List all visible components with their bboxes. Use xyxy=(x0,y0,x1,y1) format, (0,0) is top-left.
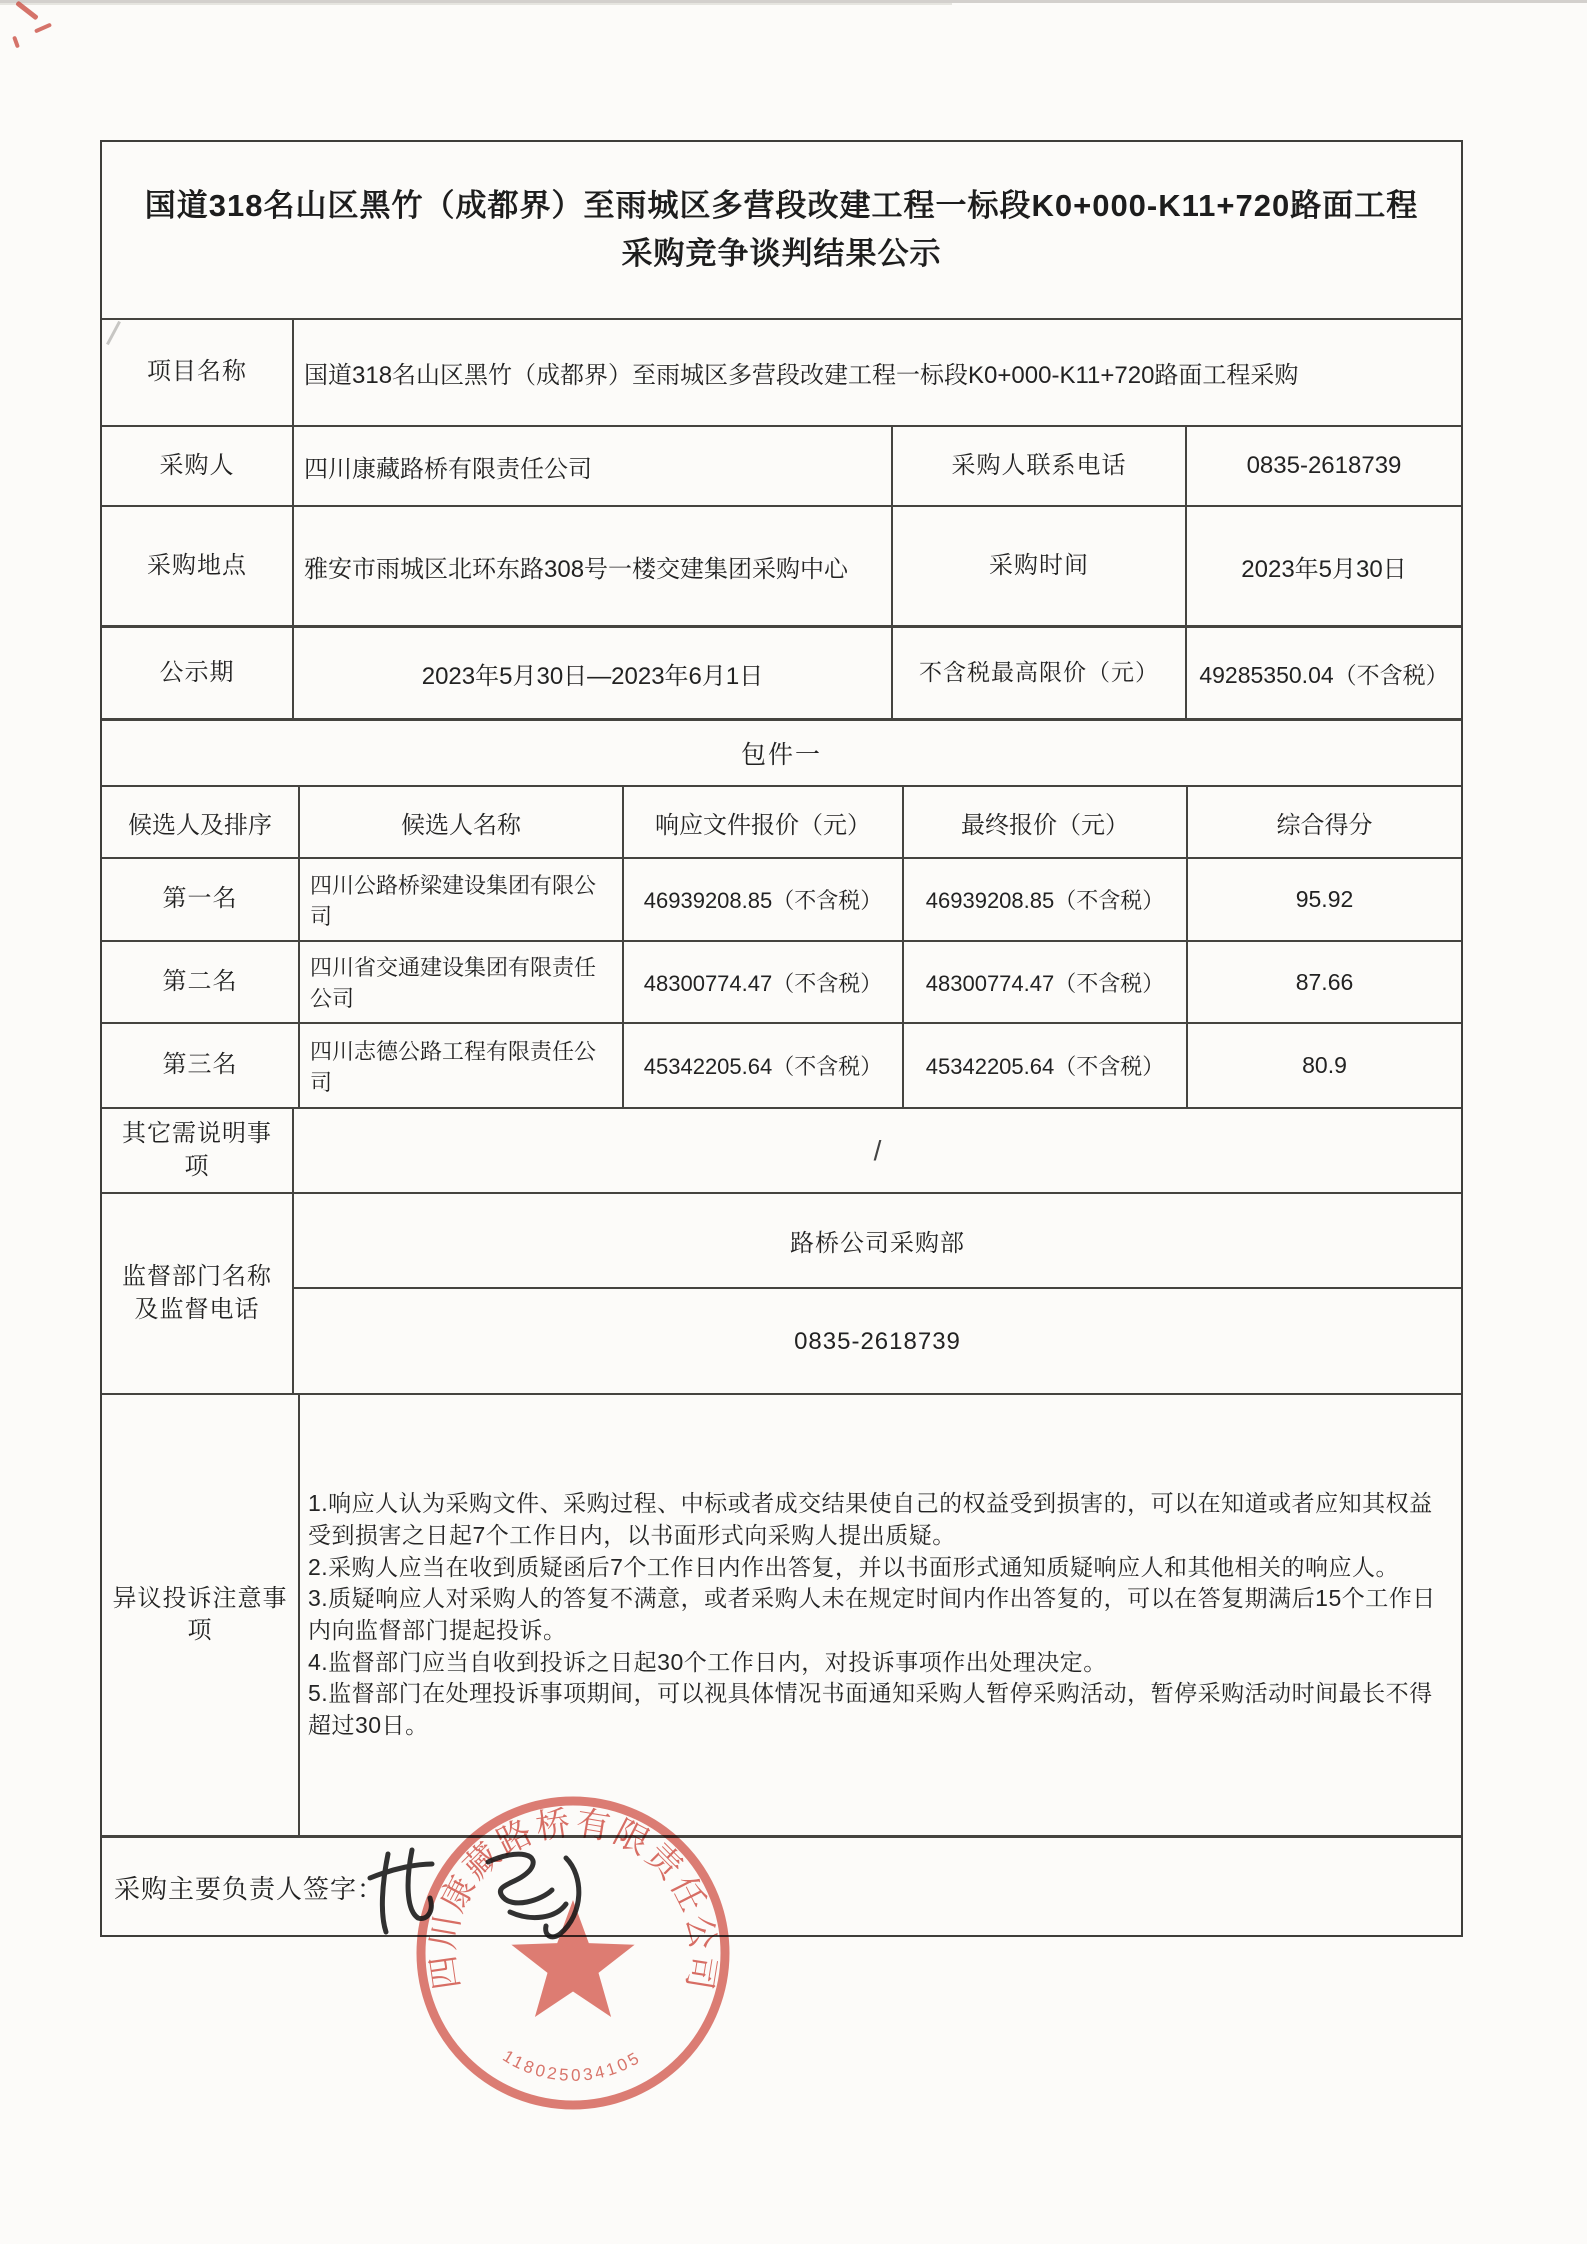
publicity-label: 公示期 xyxy=(159,658,235,686)
complaint-item: 2.采购人应当在收到质疑函后7个工作日内作出答复，并以书面形式通知质疑响应人和其他相关的响应人。 xyxy=(308,1553,1399,1580)
complaint-item: 4.监督部门应当自收到投诉之日起30个工作日内，对投诉事项作出处理决定。 xyxy=(308,1648,1107,1675)
complaint-row xyxy=(102,1393,1461,1835)
supervision-label: 监督部门名称及监督电话 xyxy=(122,1263,272,1323)
location-value: 雅安市雨城区北环东路308号一楼交建集团采购中心 xyxy=(292,507,891,625)
header-name: 候选人名称 xyxy=(298,787,622,857)
package-row xyxy=(102,718,1461,785)
candidate-bid: 48300774.47（不含税） xyxy=(622,942,902,1022)
candidate-score: 87.66 xyxy=(1186,942,1461,1022)
candidate-bid: 46939208.85（不含税） xyxy=(622,859,902,940)
signature-label: 采购主要负责人签字： xyxy=(114,1874,385,1904)
other-notes-row xyxy=(102,1107,1461,1192)
candidate-final: 48300774.47（不含税） xyxy=(902,942,1186,1022)
max-price-value: 49285350.04（不含税） xyxy=(1185,628,1461,718)
candidate-final: 46939208.85（不含税） xyxy=(902,859,1186,940)
header-final: 最终报价（元） xyxy=(902,787,1186,857)
svg-text:118025034105 xyxy=(499,2046,643,2085)
seal-number-text: 118025034105 xyxy=(499,2046,644,2085)
project-name-label: 项目名称 xyxy=(147,358,247,386)
header-score: 综合得分 xyxy=(1186,787,1461,857)
purchaser-phone-label: 采购人联系电话 xyxy=(891,427,1185,505)
candidate-score: 95.92 xyxy=(1186,859,1461,940)
other-notes-label: 其它需说明事项 xyxy=(122,1120,272,1180)
supervision-row xyxy=(102,1192,1461,1393)
signature-row xyxy=(102,1835,1461,1937)
location-row xyxy=(102,505,1461,625)
candidate-name: 四川志德公路工程有限责任公司 xyxy=(298,1024,622,1107)
other-notes-value: / xyxy=(292,1109,1461,1192)
max-price-label: 不含税最高限价（元） xyxy=(891,628,1185,718)
procurement-result-table xyxy=(100,140,1463,1937)
title-row xyxy=(102,142,1461,318)
complaint-item: 1.响应人认为采购文件、采购过程、中标或者成交结果使自己的权益受到损害的，可以在知道或者应知其权益受到损害之日起7个工作日内，以书面形式向采购人提出质疑。 xyxy=(308,1490,1433,1548)
supervision-department: 路桥公司采购部 xyxy=(790,1230,965,1257)
candidate-rank: 第二名 xyxy=(162,967,238,995)
publicity-row xyxy=(102,625,1461,718)
time-label: 采购时间 xyxy=(891,507,1185,625)
purchaser-row xyxy=(102,425,1461,505)
project-name-value: 国道318名山区黑竹（成都界）至雨城区多营段改建工程一标段K0+000-K11+720路面工程采购 xyxy=(292,320,1461,425)
complaint-label: 异议投诉注意事项 xyxy=(112,1584,288,1644)
location-label: 采购地点 xyxy=(147,551,247,579)
publicity-value: 2023年5月30日—2023年6月1日 xyxy=(292,628,891,718)
complaint-item: 5.监督部门在处理投诉事项期间，可以视具体情况书面通知采购人暂停采购活动，暂停采购活动时间最长不得超过30日。 xyxy=(308,1680,1433,1739)
package-title: 包件一 xyxy=(740,741,822,769)
purchaser-value: 四川康藏路桥有限责任公司 xyxy=(292,427,891,505)
candidate-final: 45342205.64（不含税） xyxy=(902,1024,1186,1107)
candidate-rank: 第一名 xyxy=(162,885,238,913)
candidate-score: 80.9 xyxy=(1186,1024,1461,1107)
project-name-row xyxy=(102,318,1461,425)
red-mark-artifact xyxy=(12,36,20,49)
complaint-item: 3.质疑响应人对采购人的答复不满意，或者采购人未在规定时间内作出答复的，可以在答复期满后15个工作日内向监督部门提起投诉。 xyxy=(308,1585,1436,1643)
candidates-header-row xyxy=(102,785,1461,857)
document-title: 国道318名山区黑竹（成都界）至雨城区多营段改建工程一标段K0+000-K11+720路面工程采购竞争谈判结果公示 xyxy=(144,187,1419,271)
purchaser-label: 采购人 xyxy=(159,451,235,479)
handwritten-signature xyxy=(360,1822,670,1962)
scanner-edge-artifact-2 xyxy=(0,3,952,5)
candidate-rank: 第三名 xyxy=(162,1051,238,1079)
candidate-bid: 45342205.64（不含税） xyxy=(622,1024,902,1107)
supervision-values xyxy=(292,1194,1461,1393)
supervision-phone: 0835-2618739 xyxy=(294,1287,1461,1395)
candidate-name: 四川公路桥梁建设集团有限公司 xyxy=(298,859,622,940)
candidate-row-2 xyxy=(102,940,1461,1022)
candidate-row-1 xyxy=(102,857,1461,940)
red-mark-artifact xyxy=(34,23,52,34)
purchaser-phone-value: 0835-2618739 xyxy=(1185,427,1461,505)
candidate-name: 四川省交通建设集团有限责任公司 xyxy=(298,942,622,1022)
header-rank: 候选人及排序 xyxy=(128,811,272,839)
time-value: 2023年5月30日 xyxy=(1185,507,1461,625)
seal-company-text: 四川康藏路桥有限责任公司 xyxy=(423,1803,723,1995)
header-bid: 响应文件报价（元） xyxy=(622,787,902,857)
candidate-row-3 xyxy=(102,1022,1461,1107)
complaint-content xyxy=(298,1395,1461,1835)
